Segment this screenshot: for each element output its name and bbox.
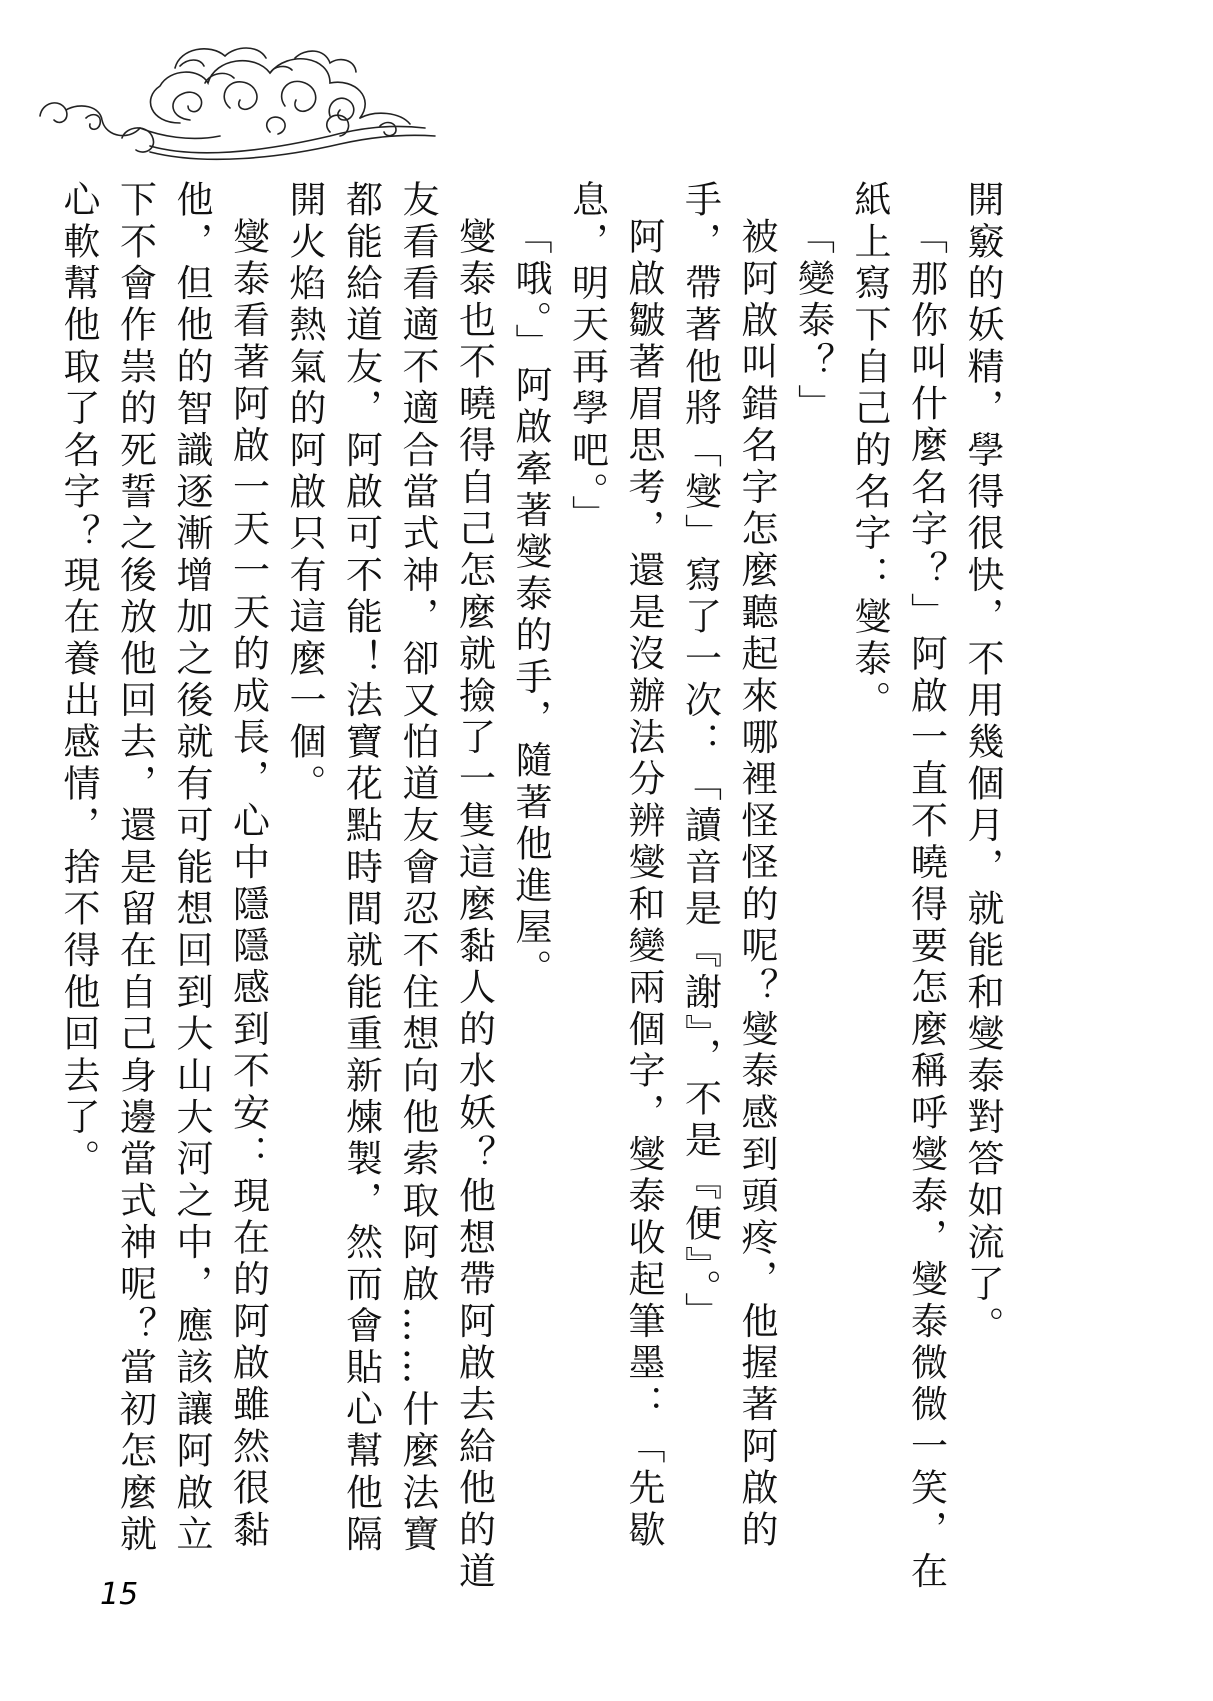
- paragraph: 被阿啟叫錯名字怎麼聽起來哪裡怪怪的呢？燮泰感到頭疼，他握著阿啟的手，帶著他將「燮」寫了一次：「讀音是『謝』，不是『便』。」: [678, 180, 778, 1552]
- cloud-ornament: [30, 28, 440, 168]
- paragraph: 開竅的妖精，學得很快，不用幾個月，就能和燮泰對答如流了。: [961, 180, 1004, 1348]
- paragraph: 「哦。」阿啟牽著燮泰的手，隨著他進屋。: [509, 217, 552, 991]
- paragraph: 燮泰也不曉得自己怎麼就撿了一隻這麼黏人的水妖？他想帶阿啟去給他的道友看看適不適合當式神，卻又怕道友會忍不住想向他索取阿啟……什麼法寶都能給道友，阿啟可不能！法寶花點時間就能重新煉製，然而會貼心幫他隔開火焰熱氣的阿啟只有這麼一個。: [283, 180, 496, 1594]
- paragraph: 「那你叫什麼名字？」阿啟一直不曉得要怎麼稱呼燮泰，燮泰微微一笑，在紙上寫下自己的名字：燮泰。: [848, 180, 948, 1594]
- paragraph: 「變泰？」: [791, 217, 835, 426]
- paragraph: 燮泰看著阿啟一天一天的成長，心中隱隱感到不安：現在的阿啟雖然很黏他，但他的智識逐漸增加之後就有可能想回到大山大河之中，應該讓阿啟立下不會作祟的死誓之後放他回去，還是留在自己身邊當式神呢？當初怎麼就心軟幫他取了名字？現在養出感情，捨不得他回去了。: [57, 180, 270, 1557]
- paragraph: 阿啟皺著眉思考，還是沒辦法分辨燮和變兩個字，燮泰收起筆墨：「先歇息，明天再學吧。」: [565, 180, 665, 1552]
- page-number: 15: [100, 1577, 139, 1612]
